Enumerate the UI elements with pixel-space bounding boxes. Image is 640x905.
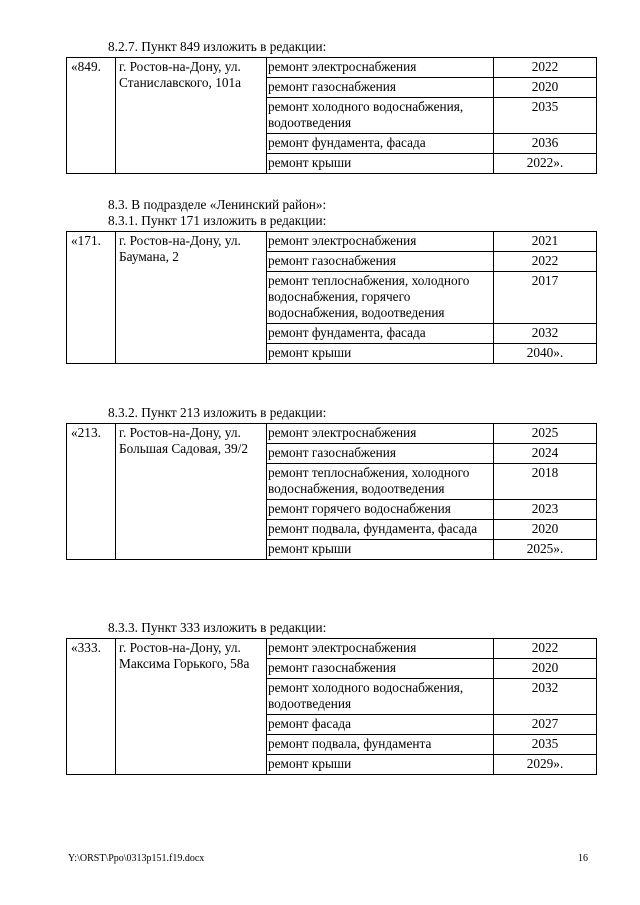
footer-page-number: 16 — [578, 853, 588, 864]
year-cell: 2022 — [494, 58, 597, 78]
item-number: «333. — [67, 639, 116, 775]
item-address: г. Ростов-на-Дону, ул. Максима Горького, 58а — [116, 639, 267, 775]
work-type-cell: ремонт теплоснабжения, холодного водоснабжения, горячего водоснабжения, водоотведения — [267, 272, 494, 324]
table-item-213 — [66, 423, 597, 560]
year-cell: 2024 — [494, 444, 597, 464]
work-type-cell: ремонт электроснабжения — [267, 424, 494, 444]
work-type-cell: ремонт теплоснабжения, холодного водоснабжения, водоотведения — [267, 464, 494, 500]
paragraph-8-3: 8.3. В подразделе «Ленинский район»: — [108, 197, 327, 212]
year-cell: 2022 — [494, 639, 597, 659]
item-number: «213. — [67, 424, 116, 560]
item-address: г. Ростов-на-Дону, ул. Большая Садовая, 39/2 — [116, 424, 267, 560]
table-item-849 — [66, 57, 597, 174]
footer-file-path: Y:\ORST\Ppo\0313p151.f19.docx — [68, 853, 205, 864]
item-address: г. Ростов-на-Дону, ул. Станиславского, 101а — [116, 58, 267, 174]
year-cell: 2035 — [494, 735, 597, 755]
table-item-333 — [66, 638, 597, 775]
paragraph-8-3-3: 8.3.3. Пункт 333 изложить в редакции: — [108, 620, 327, 635]
work-type-cell: ремонт фундамента, фасада — [267, 324, 494, 344]
year-cell: 2040». — [494, 344, 597, 364]
year-cell: 2036 — [494, 134, 597, 154]
year-cell: 2018 — [494, 464, 597, 500]
work-type-cell: ремонт крыши — [267, 540, 494, 560]
year-cell: 2022 — [494, 252, 597, 272]
work-type-cell: ремонт крыши — [267, 755, 494, 775]
work-type-cell: ремонт фундамента, фасада — [267, 134, 494, 154]
year-cell: 2032 — [494, 324, 597, 344]
year-cell: 2027 — [494, 715, 597, 735]
work-type-cell: ремонт электроснабжения — [267, 639, 494, 659]
year-cell: 2029». — [494, 755, 597, 775]
work-type-cell: ремонт газоснабжения — [267, 444, 494, 464]
year-cell: 2020 — [494, 78, 597, 98]
year-cell: 2025 — [494, 424, 597, 444]
item-number: «171. — [67, 232, 116, 364]
work-type-cell: ремонт подвала, фундамента — [267, 735, 494, 755]
year-cell: 2021 — [494, 232, 597, 252]
work-type-cell: ремонт газоснабжения — [267, 78, 494, 98]
paragraph-8-3-1: 8.3.1. Пункт 171 изложить в редакции: — [108, 213, 327, 228]
work-type-cell: ремонт горячего водоснабжения — [267, 500, 494, 520]
work-type-cell: ремонт газоснабжения — [267, 659, 494, 679]
paragraph-8-3-2: 8.3.2. Пункт 213 изложить в редакции: — [108, 405, 327, 420]
work-type-cell: ремонт холодного водоснабжения, водоотведения — [267, 679, 494, 715]
paragraph-8-2-7: 8.2.7. Пункт 849 изложить в редакции: — [108, 39, 327, 54]
table-row — [67, 232, 597, 252]
work-type-cell: ремонт электроснабжения — [267, 58, 494, 78]
item-number: «849. — [67, 58, 116, 174]
work-type-cell: ремонт электроснабжения — [267, 232, 494, 252]
year-cell: 2020 — [494, 520, 597, 540]
year-cell: 2035 — [494, 98, 597, 134]
table-row — [67, 639, 597, 659]
work-type-cell: ремонт фасада — [267, 715, 494, 735]
work-type-cell: ремонт крыши — [267, 154, 494, 174]
item-address: г. Ростов-на-Дону, ул. Баумана, 2 — [116, 232, 267, 364]
year-cell: 2020 — [494, 659, 597, 679]
year-cell: 2023 — [494, 500, 597, 520]
table-row — [67, 424, 597, 444]
work-type-cell: ремонт подвала, фундамента, фасада — [267, 520, 494, 540]
work-type-cell: ремонт холодного водоснабжения, водоотведения — [267, 98, 494, 134]
work-type-cell: ремонт крыши — [267, 344, 494, 364]
table-row — [67, 58, 597, 78]
year-cell: 2032 — [494, 679, 597, 715]
table-item-171 — [66, 231, 597, 364]
year-cell: 2017 — [494, 272, 597, 324]
work-type-cell: ремонт газоснабжения — [267, 252, 494, 272]
year-cell: 2025». — [494, 540, 597, 560]
year-cell: 2022». — [494, 154, 597, 174]
